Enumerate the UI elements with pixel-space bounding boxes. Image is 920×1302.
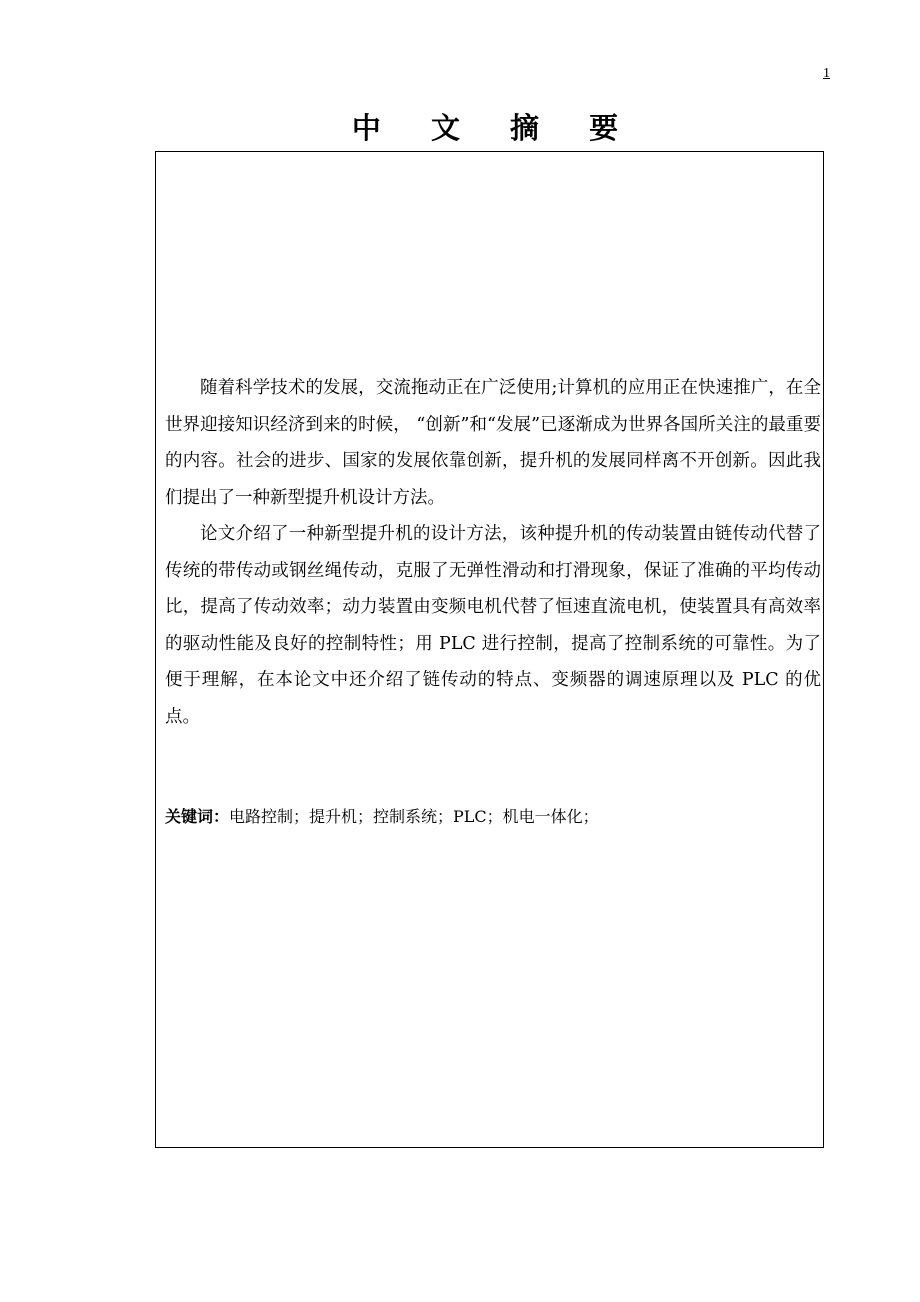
keywords-value: 电路控制；提升机；控制系统；PLC；机电一体化； [229, 807, 599, 826]
abstract-body [165, 370, 821, 735]
page-number: 1 [823, 66, 830, 81]
keywords-label: 关键词： [165, 807, 230, 826]
abstract-paragraph-2: 论文介绍了一种新型提升机的设计方法，该种提升机的传动装置由链传动代替了传统的带传动或钢丝绳传动，克服了无弹性滑动和打滑现象，保证了准确的平均传动比，提高了传动效率；动力装置由变频电机代替了恒速直流电机，使装置具有高效率的驱动性能及良好的控制特性；用 PLC 进行控制，提高了控制系统的可靠性。为了便于理解，在本论文中还介绍了链传动的特点、变频器的调速原理以及 PLC 的优点。 [165, 524, 821, 727]
keywords-line [165, 807, 599, 827]
abstract-paragraph-1: 随着科学技术的发展，交流拖动正在广泛使用;计算机的应用正在快速推广，在全世界迎接知识经济到来的时候， “创新”和“发展”已逐渐成为世界各国所关注的最重要的内容。社会的进步、国家的发展依靠创新，提升机的发展同样离不开创新。因此我们提出了一种新型提升机设计方法。 [165, 378, 821, 508]
page-title: 中 文 摘 要 [351, 111, 639, 145]
abstract-frame [155, 151, 824, 1148]
